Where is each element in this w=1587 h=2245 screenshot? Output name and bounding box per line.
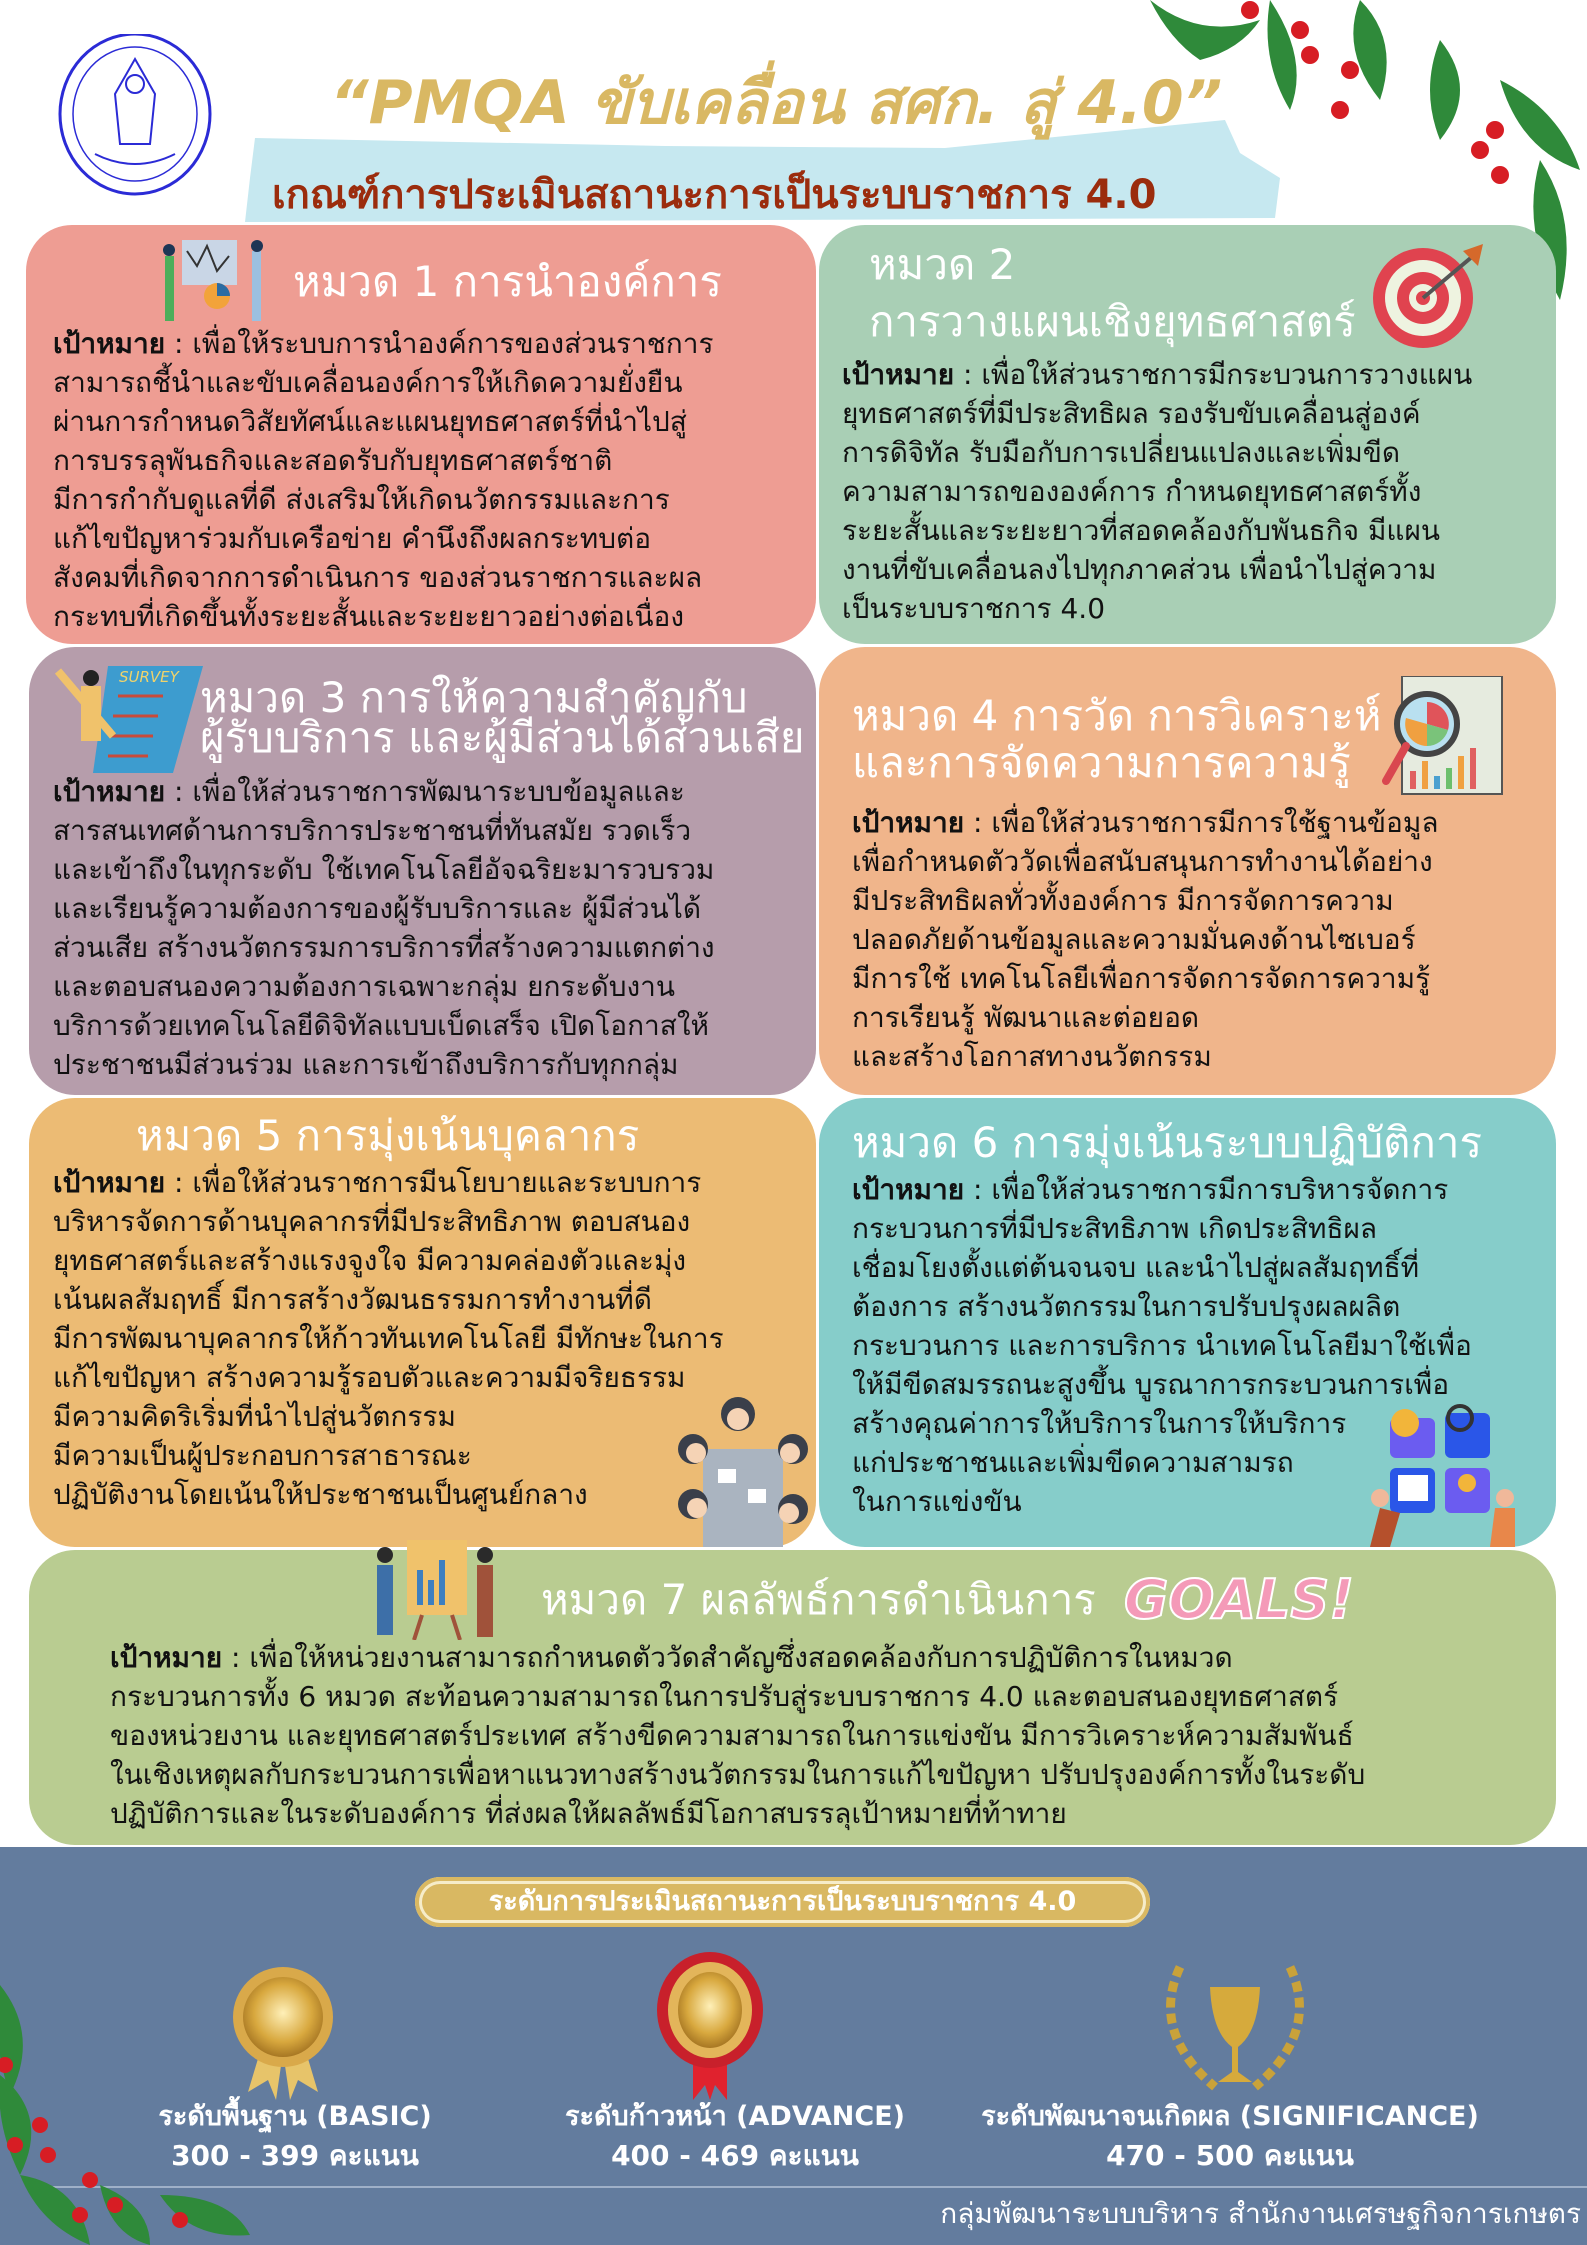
category-heading: หมวด 5 การมุ่งเน้นบุคลากร bbox=[136, 1111, 640, 1160]
category-card-7 bbox=[29, 1550, 1556, 1845]
category-card-4 bbox=[819, 647, 1556, 1095]
holly-decoration-icon bbox=[0, 1975, 260, 2245]
goal-text-line: บริการด้วยเทคโนโลยีดิจิทัลแบบเบ็ดเสร็จ เปิดโอกาสให้ bbox=[53, 1009, 709, 1042]
goal-text-line: มีความเป็นผู้ประกอบการสาธารณะ bbox=[53, 1439, 472, 1472]
goal-text bbox=[53, 772, 715, 1084]
level-name: ระดับก้าวหน้า (ADVANCE) bbox=[565, 2101, 905, 2132]
goal-text-line: และเข้าถึงในทุกระดับ ใช้เทคโนโลยีอัจฉริยะมารวบรวม bbox=[53, 853, 715, 886]
goal-text-line: กระบวนการ และการบริการ นำเทคโนโลยีมาใช้เพื่อ bbox=[852, 1329, 1472, 1362]
category-heading: หมวด 3 การให้ความสำคัญกับ bbox=[200, 673, 748, 722]
survey-label: SURVEY bbox=[119, 668, 179, 686]
goal-text-line: ส่วนเสีย สร้างนวัตกรรมการบริการที่สร้างความแตกต่าง bbox=[53, 931, 715, 964]
level-significance bbox=[945, 2098, 1515, 2176]
goal-text-line: แก้ไขปัญหา สร้างความรู้รอบตัวและความมีจริยธรรม bbox=[53, 1361, 686, 1394]
category-heading: หมวด 2 bbox=[869, 240, 1016, 289]
goal-text bbox=[852, 803, 1438, 1076]
goal-text-line: ระยะสั้นและระยะยาวที่สอดคล้องกับพันธกิจ มีแผน bbox=[842, 514, 1441, 547]
footer-credit: กลุ่มพัฒนาระบบบริหาร สำนักงานเศรษฐกิจการเกษตร bbox=[940, 2197, 1581, 2230]
goal-text-line: เป็นระบบราชการ 4.0 bbox=[842, 592, 1106, 625]
goal-text-line: สร้างคุณค่าการให้บริการในการให้บริการ bbox=[852, 1407, 1347, 1440]
footer-divider bbox=[40, 2186, 1587, 2188]
goal-text-line: เป้าหมาย : เพื่อให้หน่วยงานสามารถกำหนดตัววัดสำคัญซึ่งสอดคล้องกับการปฏิบัติการในหมวด bbox=[110, 1641, 1233, 1674]
goal-label: เป้าหมาย bbox=[53, 1166, 166, 1199]
levels-title-banner: ระดับการประเมินสถานะการเป็นระบบราชการ 4.0 bbox=[415, 1877, 1150, 1927]
category-heading: หมวด 6 การมุ่งเน้นระบบปฏิบัติการ bbox=[852, 1118, 1482, 1167]
goal-text-line: ต้องการ สร้างนวัตกรรมในการปรับปรุงผลผลิต bbox=[852, 1290, 1401, 1323]
goal-label: เป้าหมาย bbox=[53, 327, 166, 360]
goal-text-line: เป้าหมาย : เพื่อให้ส่วนราชการมีการบริหารจัดการ bbox=[852, 1173, 1449, 1206]
goal-text-line: สารสนเทศด้านการบริการประชาชนที่ทันสมัย รวดเร็ว bbox=[53, 814, 692, 847]
goal-label: เป้าหมาย bbox=[842, 358, 955, 391]
poster-subtitle: เกณฑ์การประเมินสถานะการเป็นระบบราชการ 4.0 bbox=[272, 172, 1157, 218]
puzzle-teamwork-illustration-icon bbox=[1360, 1403, 1525, 1547]
category-heading: ผู้รับบริการ และผู้มีส่วนได้ส่วนเสีย bbox=[200, 713, 805, 762]
goal-text-line: ปฏิบัติงานโดยเน้นให้ประชาชนเป็นศูนย์กลาง bbox=[53, 1478, 588, 1511]
goal-text-line: เชื่อมโยงตั้งแต่ต้นจนจบ และนำไปสู่ผลสัมฤทธิ์ที่ bbox=[852, 1251, 1420, 1284]
goal-text-line: มีการกำกับดูแลที่ดี ส่งเสริมให้เกิดนวัตกรรมและการ bbox=[53, 483, 670, 516]
goal-text-line: ของหน่วยงาน และยุทธศาสตร์ประเทศ สร้างขีดความสามารถในการแข่งขัน มีการวิเคราะห์ความสัมพันธ์ bbox=[110, 1719, 1354, 1752]
goal-label: เป้าหมาย bbox=[53, 775, 166, 808]
goal-text-line: และเรียนรู้ความต้องการของผู้รับบริการและ ผู้มีส่วนได้ bbox=[53, 892, 702, 925]
team-chart-illustration-icon bbox=[157, 236, 282, 328]
level-score: 470 - 500 คะแนน bbox=[1106, 2139, 1354, 2172]
goal-text-line: กระทบที่เกิดขึ้นทั้งระยะสั้นและระยะยาวอย่างต่อเนื่อง bbox=[53, 600, 685, 633]
goal-text-line: เน้นผลสัมฤทธิ์ มีการสร้างวัฒนธรรมการทำงานที่ดี bbox=[53, 1283, 652, 1316]
goal-text-line: เป้าหมาย : เพื่อให้ส่วนราชการพัฒนาระบบข้อมูลและ bbox=[53, 775, 685, 808]
goal-text-line: การเรียนรู้ พัฒนาและต่อยอด bbox=[852, 1001, 1200, 1034]
goal-label: เป้าหมาย bbox=[852, 1173, 965, 1206]
category-heading: หมวด 7 ผลลัพธ์การดำเนินการ bbox=[541, 1575, 1096, 1624]
goal-text-line: กระบวนการทั้ง 6 หมวด สะท้อนความสามารถในการปรับสู่ระบบราชการ 4.0 และตอบสนองยุทธศาสตร์ bbox=[110, 1680, 1339, 1713]
goal-text-line: เป้าหมาย : เพื่อให้ส่วนราชการมีกระบวนการวางแผน bbox=[842, 358, 1473, 391]
category-heading: หมวด 4 การวัด การวิเคราะห์ bbox=[852, 691, 1382, 740]
category-heading: หมวด 1 การนำองค์การ bbox=[293, 257, 722, 306]
goal-text-line: มีประสิทธิผลทั่วทั้งองค์การ มีการจัดการความ bbox=[852, 884, 1394, 917]
goals-badge: GOALS! bbox=[1124, 1568, 1354, 1631]
poster-title: “PMQA ขับเคลื่อน สศก. สู่ 4.0” bbox=[330, 68, 1223, 138]
goal-text-line: บริหารจัดการด้านบุคลากรที่มีประสิทธิภาพ ตอบสนอง bbox=[53, 1205, 691, 1238]
goal-text-line: เป้าหมาย : เพื่อให้ส่วนราชการมีการใช้ฐานข้อมูล bbox=[852, 806, 1439, 839]
level-score: 300 - 399 คะแนน bbox=[171, 2139, 419, 2172]
level-advance bbox=[525, 2098, 945, 2176]
goal-text-line: ในเชิงเหตุผลกับกระบวนการเพื่อหาแนวทางสร้างนวัตกรรมในการแก้ไขปัญหา ปรับปรุงองค์การทั้งในระดับ bbox=[110, 1758, 1366, 1791]
agency-seal-logo bbox=[50, 34, 225, 204]
goal-text-line: ความสามารถขององค์การ กำหนดยุทธศาสตร์ทั้ง bbox=[842, 475, 1422, 508]
goal-text-line: กระบวนการที่มีประสิทธิภาพ เกิดประสิทธิผล bbox=[852, 1212, 1378, 1245]
category-heading: การวางแผนเชิงยุทธศาสตร์ bbox=[869, 297, 1356, 346]
goal-text-line: เป้าหมาย : เพื่อให้ส่วนราชการมีนโยบายและระบบการ bbox=[53, 1166, 702, 1199]
goal-text-line: ยุทธศาสตร์และสร้างแรงจูงใจ มีความคล่องตัวและมุ่ง bbox=[53, 1244, 687, 1277]
goal-text-line: ปฏิบัติการและในระดับองค์การ ที่ส่งผลให้ผลลัพธ์มีโอกาสบรรลุเป้าหมายที่ท้าทาย bbox=[110, 1797, 1067, 1830]
goal-label: เป้าหมาย bbox=[110, 1641, 223, 1674]
category-card-1 bbox=[26, 225, 816, 644]
goal-label: เป้าหมาย bbox=[852, 806, 965, 839]
goal-text-line: มีความคิดริเริ่มที่นำไปสู่นวัตกรรม bbox=[53, 1400, 456, 1433]
goal-text-line: เพื่อกำหนดตัววัดเพื่อสนับสนุนการทำงานได้อย่าง bbox=[852, 845, 1433, 878]
category-heading: และการจัดความการความรู้ bbox=[852, 738, 1351, 787]
target-arrow-icon bbox=[1368, 236, 1490, 351]
category-card-3 bbox=[29, 647, 816, 1095]
goal-text-line: ยุทธศาสตร์ที่มีประสิทธิผล รองรับขับเคลื่อนสู่องค์ bbox=[842, 397, 1421, 430]
goal-text-line: ให้มีขีดสมรรถนะสูงขึ้น บูรณาการกระบวนการเพื่อ bbox=[852, 1368, 1450, 1401]
goal-text-line: สามารถชี้นำและขับเคลื่อนองค์การให้เกิดความยั่งยืน bbox=[53, 366, 683, 399]
goal-text-line: ผ่านการกำหนดวิสัยทัศน์และแผนยุทธศาสตร์ที่นำไปสู่ bbox=[53, 405, 687, 438]
goal-text-line: มีการพัฒนาบุคลากรให้ก้าวทันเทคโนโลยี มีทักษะในการ bbox=[53, 1322, 724, 1355]
goal-text-line: แก่ประชาชนและเพิ่มขีดความสามรถ bbox=[852, 1446, 1294, 1479]
goal-text-line: การดิจิทัล รับมือกับการเปลี่ยนแปลงและเพิ่มขีด bbox=[842, 436, 1401, 469]
goal-text bbox=[53, 324, 714, 636]
goal-text-line: มีการใช้ เทคโนโลยีเพื่อการจัดการจัดการความรู้ bbox=[852, 962, 1431, 995]
goal-text bbox=[110, 1638, 1365, 1833]
goal-text-line: งานที่ขับเคลื่อนลงไปทุกภาคส่วน เพื่อนำไปสู่ความ bbox=[842, 553, 1437, 586]
planning-board-illustration-icon bbox=[372, 1540, 512, 1640]
goal-text-line: การบรรลุพันธกิจและสอดรับกับยุทธศาสตร์ชาติ bbox=[53, 444, 613, 477]
red-ribbon-medal-icon bbox=[655, 1950, 765, 2105]
goal-text-line: และตอบสนองความต้องการเฉพาะกลุ่ม ยกระดับงาน bbox=[53, 970, 676, 1003]
level-name: ระดับพื้นฐาน (BASIC) bbox=[158, 2101, 432, 2132]
goal-text-line: เป้าหมาย : เพื่อให้ระบบการนำองค์การของส่วนราชการ bbox=[53, 327, 714, 360]
goal-text-line: ในการแข่งขัน bbox=[852, 1485, 1022, 1518]
goal-text-line: สังคมที่เกิดจากการดำเนินการ ของส่วนราชการและผล bbox=[53, 561, 703, 594]
goal-text-line: ปลอดภัยด้านข้อมูลและความมั่นคงด้านไซเบอร์ bbox=[852, 923, 1416, 956]
goal-text-line: แก้ไขปัญหาร่วมกับเครือข่าย คำนึงถึงผลกระทบต่อ bbox=[53, 522, 652, 555]
category-card-2 bbox=[819, 225, 1556, 644]
category-card-5 bbox=[29, 1098, 816, 1547]
level-score: 400 - 469 คะแนน bbox=[611, 2139, 859, 2172]
goal-text-line: และสร้างโอกาสทางนวัตกรรม bbox=[852, 1040, 1212, 1073]
data-analysis-magnifier-icon bbox=[1382, 676, 1507, 796]
category-card-6 bbox=[819, 1098, 1556, 1547]
goal-text bbox=[842, 355, 1472, 628]
survey-illustration-icon bbox=[53, 666, 203, 773]
goal-text-line: ประชาชนมีส่วนร่วม และการเข้าถึงบริการกับทุกกลุ่ม bbox=[53, 1048, 679, 1081]
trophy-laurel-icon bbox=[1150, 1962, 1320, 2097]
level-name: ระดับพัฒนาจนเกิดผล (SIGNIFICANCE) bbox=[981, 2101, 1479, 2132]
business-meeting-illustration-icon bbox=[673, 1389, 818, 1547]
goal-text bbox=[53, 1163, 724, 1514]
